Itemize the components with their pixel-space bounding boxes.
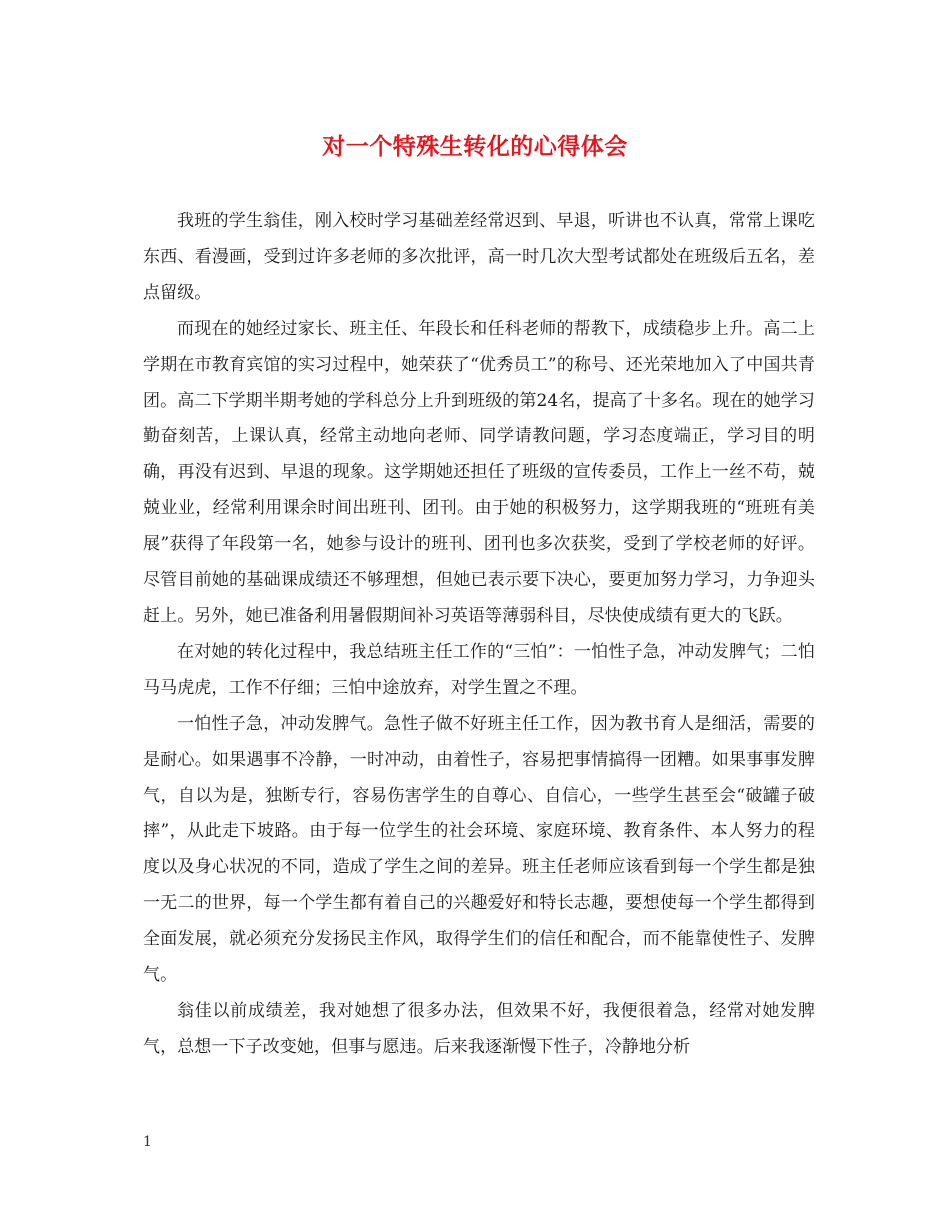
document-title: 对一个特殊生转化的心得体会 <box>322 133 628 160</box>
paragraph-2: 而现在的她经过家长、班主任、年段长和任科老师的帮教下，成绩稳步上升。高二上学期在市教育宾馆的实习过程中，她荣获了“优秀员工”的称号、还光荣地加入了中国共青团。高二下学期半期考她的学科总分上升到班级的第24名，提高了十多名。现在的她学习勤奋刻苦，上课认真，经常主动地向老师、同学请教问题，学习态度端正，学习目的明确，再没有迟到、早退的现象。这学期她还担任了班级的宣传委员，工作上一丝不苟，兢兢业业，经常利用课余时间出班刊、团刊。由于她的积极努力，这学期我班的“班班有美展”获得了年段第一名，她参与设计的班刊、团刊也多次获奖，受到了学校老师的好评。尽管目前她的基础课成绩还不够理想，但她已表示要下决心，要更加努力学习，力争迎头赶上。另外，她已准备利用暑假期间补习英语等薄弱科目，尽快使成绩有更大的飞跃。 <box>143 318 815 626</box>
paragraph-1: 我班的学生翁佳，刚入校时学习基础差经常迟到、早退，听讲也不认真，常常上课吃东西、看漫画，受到过许多老师的多次批评，高一时几次大型考试都处在班级后五名，差点留级。 <box>143 211 815 303</box>
page-number: 1 <box>143 1134 152 1150</box>
paragraph-5: 翁佳以前成绩差，我对她想了很多办法，但效果不好，我便很着急，经常对她发脾气，总想一下子改变她，但事与愿违。后来我逐渐慢下性子，冷静地分析 <box>143 1000 815 1057</box>
document-body <box>143 204 815 1066</box>
paragraph-4: 一怕性子急，冲动发脾气。急性子做不好班主任工作，因为教书育人是细活，需要的是耐心。如果遇事不冷静，一时冲动，由着性子，容易把事情搞得一团糟。如果事事发脾气，自以为是，独断专行，容易伤害学生的自尊心、自信心，一些学生甚至会“破罐子破摔”，从此走下坡路。由于每一位学生的社会环境、家庭环境、教育条件、本人努力的程度以及身心状况的不同，造成了学生之间的差异。班主任老师应该看到每一个学生都是独一无二的世界，每一个学生都有着自己的兴趣爱好和特长志趣，要想使每一个学生都得到全面发展，就必须充分发扬民主作风，取得学生们的信任和配合，而不能靠使性子、发脾气。 <box>143 713 815 986</box>
paragraph-3: 在对她的转化过程中，我总结班主任工作的“三怕”：一怕性子急，冲动发脾气；二怕马马虎虎，工作不仔细；三怕中途放弃，对学生置之不理。 <box>143 641 815 698</box>
